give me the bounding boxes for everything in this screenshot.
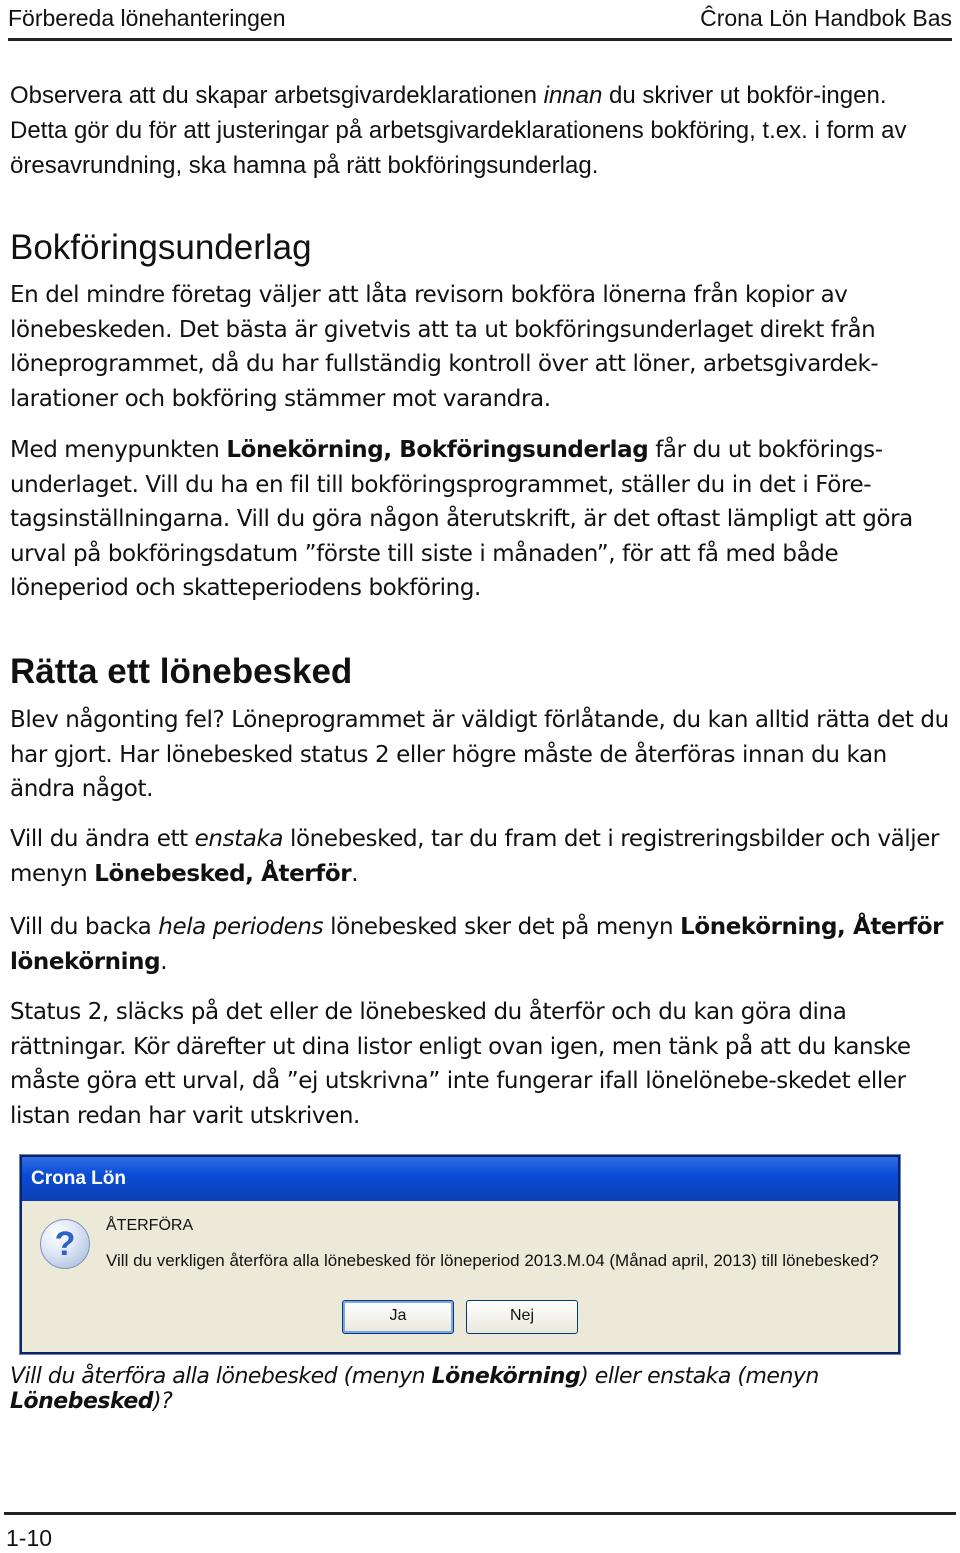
footer-rule bbox=[4, 1512, 956, 1515]
dialog-title: ÅTERFÖRA bbox=[106, 1217, 194, 1234]
page-header bbox=[8, 0, 952, 41]
intro-text-a: Observera att du skapar arbetsgivardeklarationen bbox=[10, 82, 544, 109]
dialog-titlebar: Crona Lön bbox=[22, 1157, 898, 1201]
s2p2-text-e: . bbox=[351, 860, 359, 887]
caption-menu-lonekorning: Lönekörning bbox=[431, 1364, 581, 1389]
question-icon: ? bbox=[40, 1219, 90, 1269]
menu-path-lonebesked-aterfor: Lönebesked, Återför bbox=[94, 860, 352, 887]
caption-text-e: )? bbox=[153, 1389, 173, 1414]
dialog-message: Vill du verkligen återföra alla lönebesked för löneperiod 2013.M.04 (Månad april, 2013) till lönebesked? bbox=[106, 1251, 879, 1270]
header-book-title: Ĉrona Lön Handbok Bas bbox=[700, 5, 952, 31]
caption-text-a: Vill du återföra alla lönebesked (menyn bbox=[10, 1364, 432, 1389]
no-button[interactable]: Nej bbox=[466, 1300, 578, 1334]
heading-bokforingsunderlag: Bokföringsunderlag bbox=[10, 228, 312, 267]
caption-text-c: ) eller enstaka (menyn bbox=[580, 1364, 819, 1389]
section2-paragraph-4: Status 2, släcks på det eller de lönebesked du återför och du kan göra dina rättningar. Kör därefter ut dina listor enligt ovan igen, men tänk på att du kanske måste göra ett urval, då ”ej utskrivna” inte fungerar ifall lönelönebe-skedet eller listan redan har varit utskriven. bbox=[10, 999, 911, 1129]
header-chapter-title: Förbereda lönehanteringen bbox=[8, 5, 286, 31]
section2-paragraph-2 bbox=[10, 822, 950, 891]
dialog-body bbox=[22, 1201, 898, 1350]
s1p2-text-c: får du ut bokförings-underlaget. Vill du ha en fil till bokföringsprogrammet, ställer du in det i Före-tagsinställningarna. Vill du göra någon återutskrift, är det oftast lämpligt att göra urval på bokföringsdatum ”förste till siste i månaden”, för att få med både löneperiod och skatteperiodens bokföring. bbox=[10, 437, 913, 601]
s2p3-text-e: . bbox=[160, 948, 168, 975]
s2p2-text-c: lönebesked, tar du fram det i registreringsbilder och väljer menyn bbox=[10, 826, 940, 887]
s2p3-text-c: lönebesked sker det på menyn bbox=[323, 914, 681, 940]
s2p3-text-a: Vill du backa bbox=[10, 914, 159, 940]
section2-paragraph-3 bbox=[10, 910, 950, 979]
intro-text-c: du skriver ut bokför-ingen. Detta gör du för att justeringar på arbetsgivardeklarationens bokföring, t.ex. i form av öresavrundning, ska hamna på rätt bokföringsunderlag. bbox=[10, 82, 907, 179]
menu-path-bokforingsunderlag: Lönekörning, Bokföringsunderlag bbox=[226, 437, 649, 463]
caption-menu-lonebesked: Lönebesked bbox=[10, 1389, 153, 1414]
s2p2-emphasis: enstaka bbox=[194, 826, 284, 852]
menu-path-lonekorning-aterfor: Lönekörning, Återför lönekörning bbox=[10, 914, 944, 975]
intro-emphasis: innan bbox=[543, 82, 603, 109]
s1p2-text-a: Med menypunkten bbox=[10, 437, 227, 463]
section1-paragraph-1: En del mindre företag väljer att låta revisorn bokföra lönerna från kopior av lönebeskeden. Det bästa är givetvis att ta ut bokföringsunderlaget direkt från löneprogrammet, då du har fullständig kontroll över att löner, arbetsgivardek-larationer och bokföring stämmer mot varandra. bbox=[10, 282, 879, 412]
section2-paragraph-1: Blev någonting fel? Löneprogrammet är väldigt förlåtande, du kan alltid rätta det du har gjort. Har lönebesked status 2 eller högre måste de återföras innan du kan ändra något. bbox=[10, 707, 949, 802]
confirm-dialog-screenshot bbox=[20, 1155, 900, 1354]
figure-caption bbox=[10, 1364, 960, 1414]
section1-paragraph-2 bbox=[10, 433, 950, 606]
heading-ratta-lonebesked: Rätta ett lönebesked bbox=[10, 652, 353, 691]
yes-button[interactable]: Ja bbox=[342, 1300, 454, 1334]
s2p3-emphasis: hela periodens bbox=[158, 914, 324, 940]
s2p2-text-a: Vill du ändra ett bbox=[10, 826, 195, 852]
intro-paragraph bbox=[10, 78, 950, 183]
page-number: 1-10 bbox=[6, 1525, 53, 1551]
